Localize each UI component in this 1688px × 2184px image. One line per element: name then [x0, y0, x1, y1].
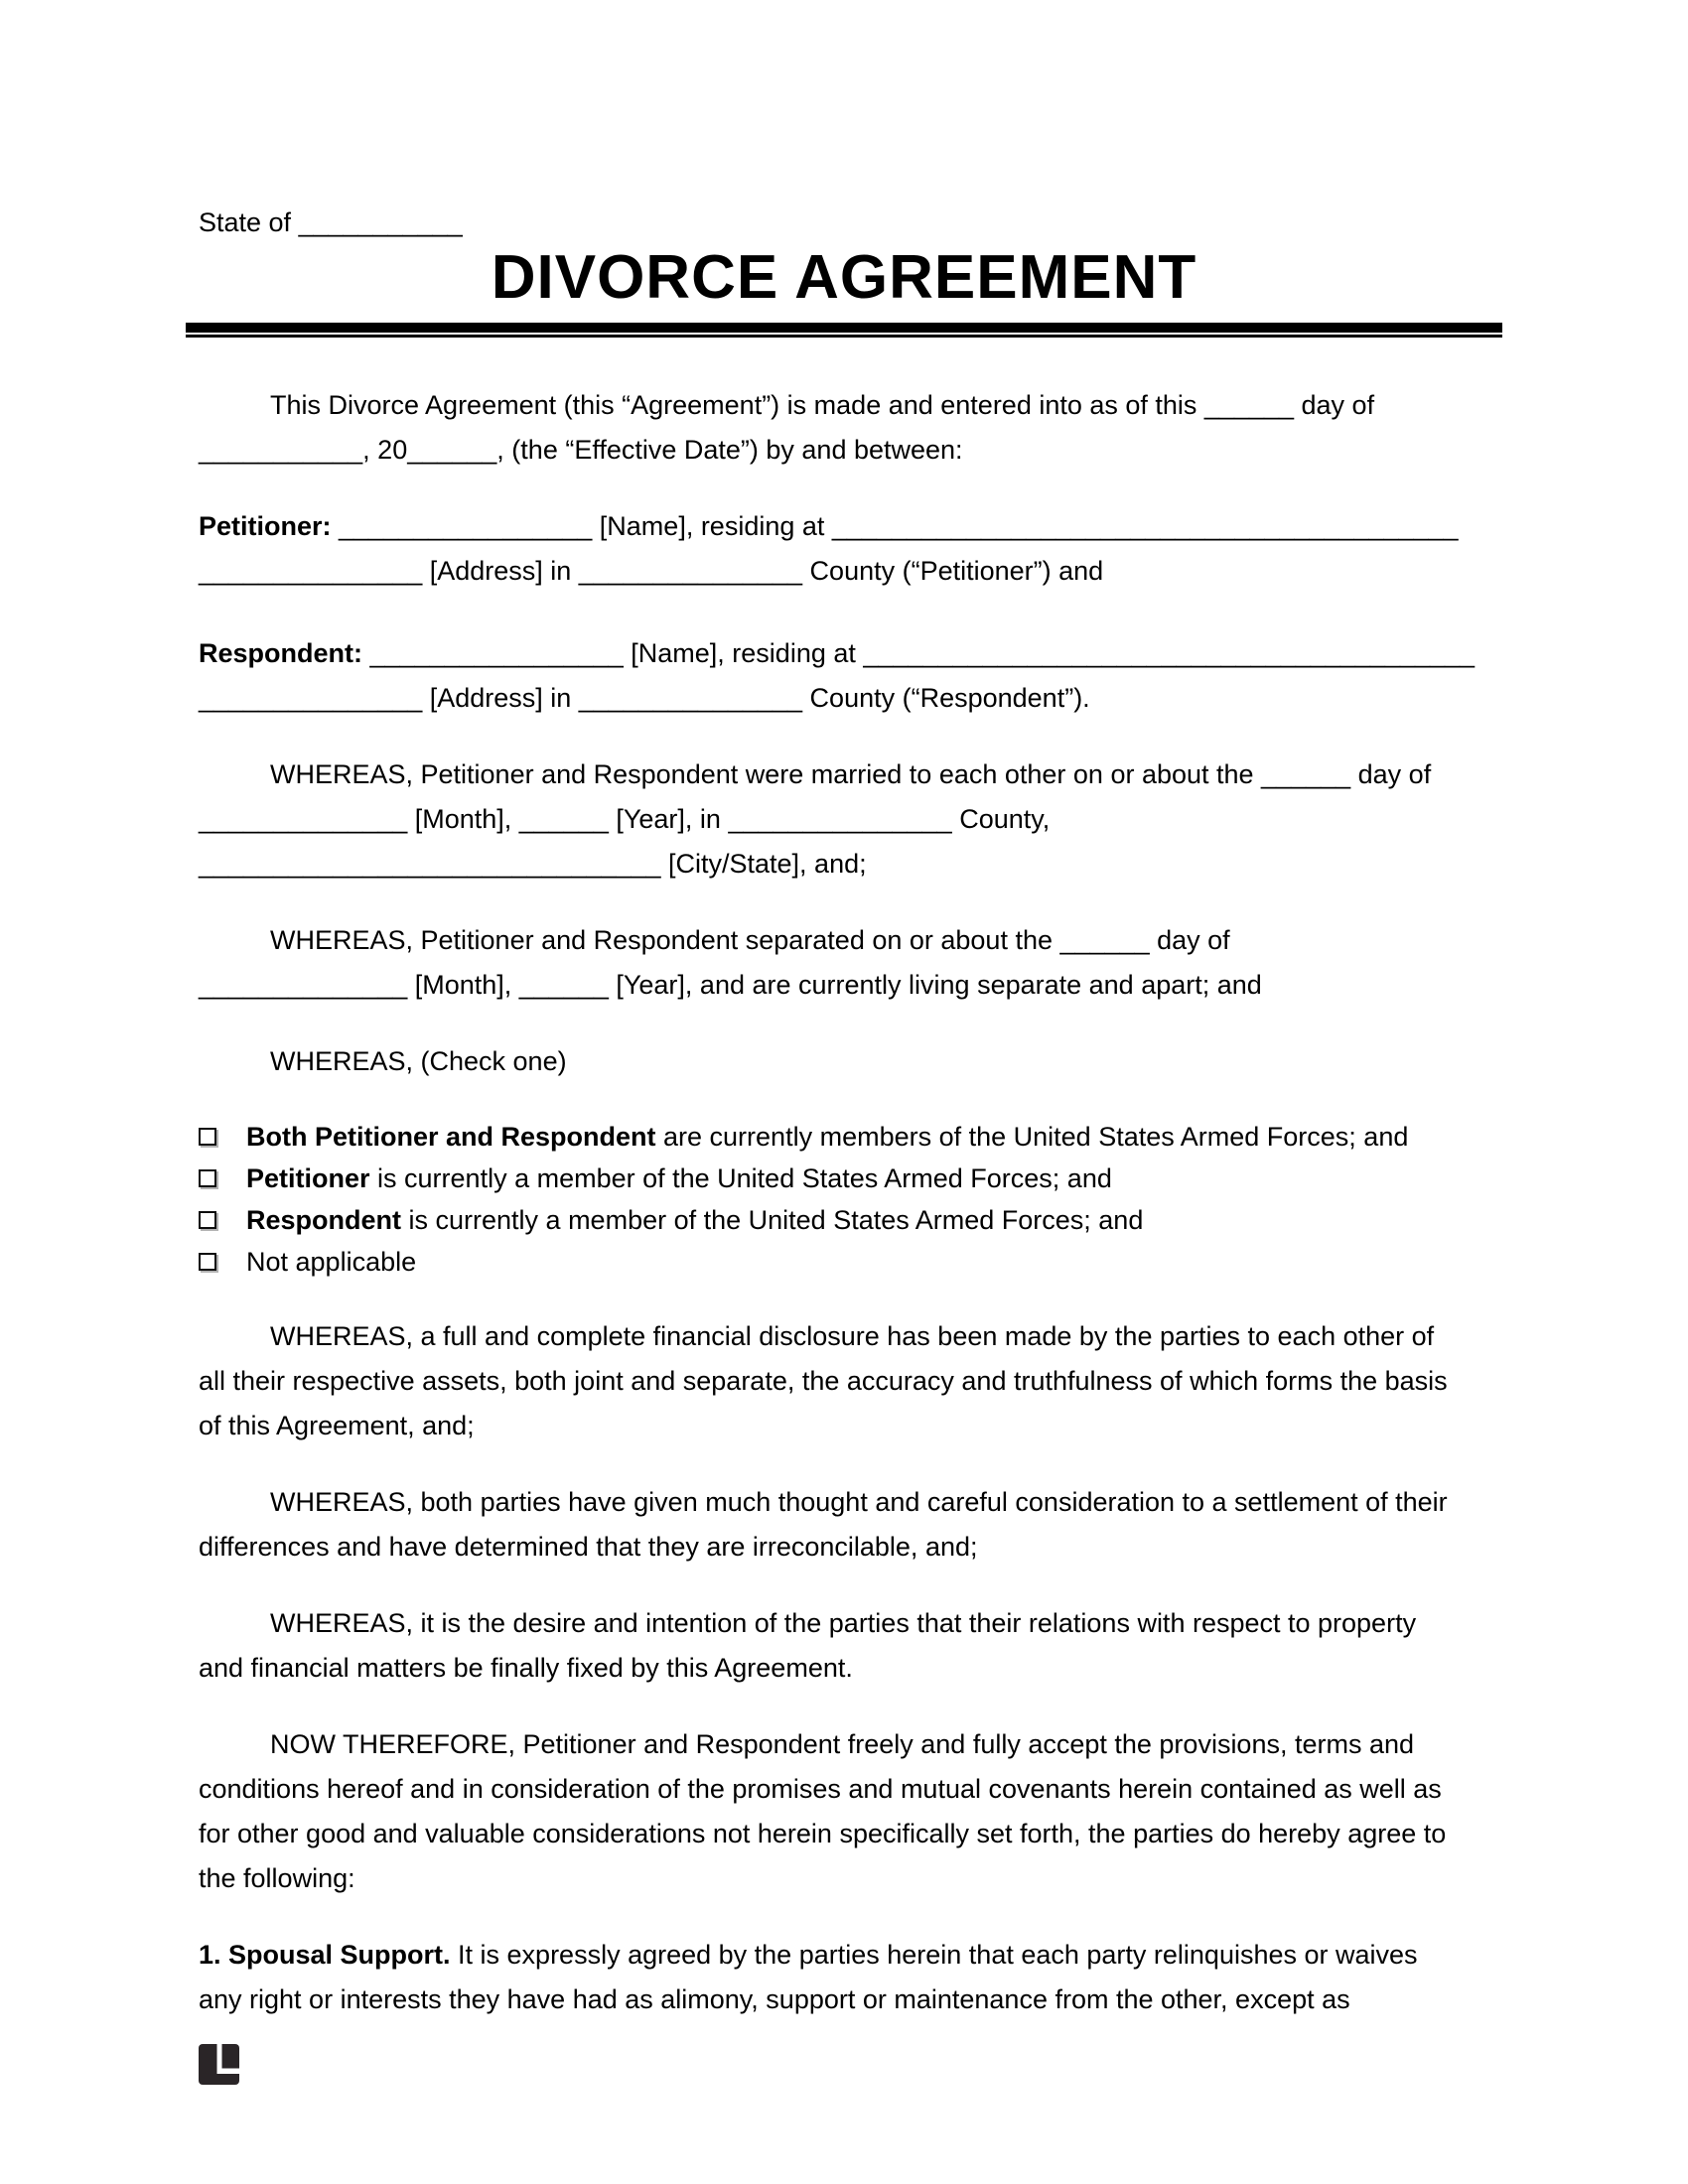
checkbox-icon[interactable] — [199, 1128, 216, 1146]
paragraph-line: conditions hereof and in consideration of the promises and mutual covenants herein contained as well as — [199, 1774, 1442, 1804]
checkbox-option-rest: Not applicable — [246, 1246, 417, 1277]
petitioner-label: Petitioner: — [199, 511, 332, 541]
paragraph-line: the following: — [199, 1863, 355, 1893]
paragraph-line: WHEREAS, (Check one) — [270, 1046, 567, 1076]
petitioner-block — [199, 504, 1489, 594]
checkbox-icon[interactable] — [199, 1169, 216, 1187]
whereas-separated-paragraph — [199, 918, 1489, 1008]
checkbox-option-not-applicable[interactable] — [199, 1241, 1489, 1283]
section-heading: 1. Spousal Support. — [199, 1940, 451, 1970]
checkbox-option-text — [246, 1205, 1143, 1236]
spousal-support-section — [199, 1933, 1489, 2022]
checkbox-option-text — [246, 1163, 1112, 1194]
respondent-line-text: _________________ [Name], residing at _________________________________________ — [362, 638, 1476, 668]
checkbox-option-bold: Petitioner — [246, 1162, 370, 1193]
paragraph-line: WHEREAS, a full and complete financial disclosure has been made by the parties to each other of — [270, 1321, 1435, 1351]
paragraph-line — [199, 504, 1489, 549]
armed-forces-checklist — [199, 1116, 1489, 1283]
paragraph-line: ______________ [Month], ______ [Year], in _______________ County, — [199, 804, 1051, 834]
whereas-check-one-line — [199, 1039, 1489, 1084]
checkbox-option-both[interactable] — [199, 1116, 1489, 1158]
paragraph-line: WHEREAS, Petitioner and Respondent were married to each other on or about the ______ day of — [270, 759, 1432, 789]
checkbox-icon[interactable] — [199, 1211, 216, 1229]
paragraph-line: WHEREAS, both parties have given much thought and careful consideration to a settlement of their — [270, 1487, 1448, 1517]
paragraph-line: _______________ [Address] in _______________ County (“Petitioner”) and — [199, 556, 1104, 586]
page-title: DIVORCE AGREEMENT — [491, 243, 1197, 312]
paragraph-line: for other good and valuable considerations not herein specifically set forth, the parties do hereby agree to — [199, 1819, 1447, 1848]
paragraph-line: NOW THEREFORE, Petitioner and Respondent freely and fully accept the provisions, terms and — [270, 1729, 1415, 1759]
checkbox-option-rest: are currently members of the United States Armed Forces; and — [655, 1121, 1409, 1152]
checkbox-option-rest: is currently a member of the United States Armed Forces; and — [401, 1204, 1144, 1235]
legal-templates-logo-icon — [199, 2044, 239, 2085]
state-of-line: State of ___________ — [199, 207, 463, 237]
paragraph-line: and financial matters be finally fixed by this Agreement. — [199, 1653, 853, 1683]
paragraph-line: all their respective assets, both joint and separate, the accuracy and truthfulness of which forms the basis — [199, 1366, 1448, 1396]
paragraph-line — [199, 631, 1489, 676]
paragraph-line: of this Agreement, and; — [199, 1411, 475, 1440]
whereas-financial-paragraph — [199, 1314, 1489, 1448]
checkbox-option-petitioner[interactable] — [199, 1158, 1489, 1199]
paragraph-line: any right or interests they have had as alimony, support or maintenance from the other, except as — [199, 1984, 1350, 2014]
paragraph-line: _______________ [Address] in _______________ County (“Respondent”). — [199, 683, 1090, 713]
paragraph-line: WHEREAS, it is the desire and intention of the parties that their relations with respect to property — [270, 1608, 1417, 1638]
whereas-settlement-paragraph — [199, 1480, 1489, 1570]
whereas-married-paragraph — [199, 752, 1489, 887]
paragraph-line: differences and have determined that they are irreconcilable, and; — [199, 1532, 978, 1562]
paragraph-line — [199, 1933, 1489, 1978]
respondent-label: Respondent: — [199, 638, 362, 668]
respondent-block — [199, 631, 1489, 721]
checkbox-option-respondent[interactable] — [199, 1199, 1489, 1241]
paragraph-line: This Divorce Agreement (this “Agreement”) is made and entered into as of this ______ day of — [270, 390, 1375, 420]
checkbox-option-text — [246, 1247, 416, 1278]
paragraph-line: ______________ [Month], ______ [Year], and are currently living separate and apart; and — [199, 970, 1262, 1000]
checkbox-icon[interactable] — [199, 1253, 216, 1271]
section-text: It is expressly agreed by the parties herein that each party relinquishes or waives — [450, 1940, 1418, 1970]
paragraph-line: ___________, 20______, (the “Effective Date”) by and between: — [199, 435, 963, 465]
paragraph-line: WHEREAS, Petitioner and Respondent separated on or about the ______ day of — [270, 925, 1230, 955]
title-divider-rule — [186, 323, 1502, 338]
petitioner-line-text: _________________ [Name], residing at __________________________________________ — [331, 511, 1459, 541]
checkbox-option-rest: is currently a member of the United States Armed Forces; and — [369, 1162, 1112, 1193]
paragraph-line: _______________________________ [City/State], and; — [199, 849, 867, 879]
intro-paragraph — [199, 383, 1489, 473]
checkbox-option-text — [246, 1122, 1408, 1153]
checkbox-option-bold: Both Petitioner and Respondent — [246, 1121, 656, 1152]
whereas-intent-paragraph — [199, 1601, 1489, 1691]
now-therefore-paragraph — [199, 1722, 1489, 1901]
checkbox-option-bold: Respondent — [246, 1204, 402, 1235]
